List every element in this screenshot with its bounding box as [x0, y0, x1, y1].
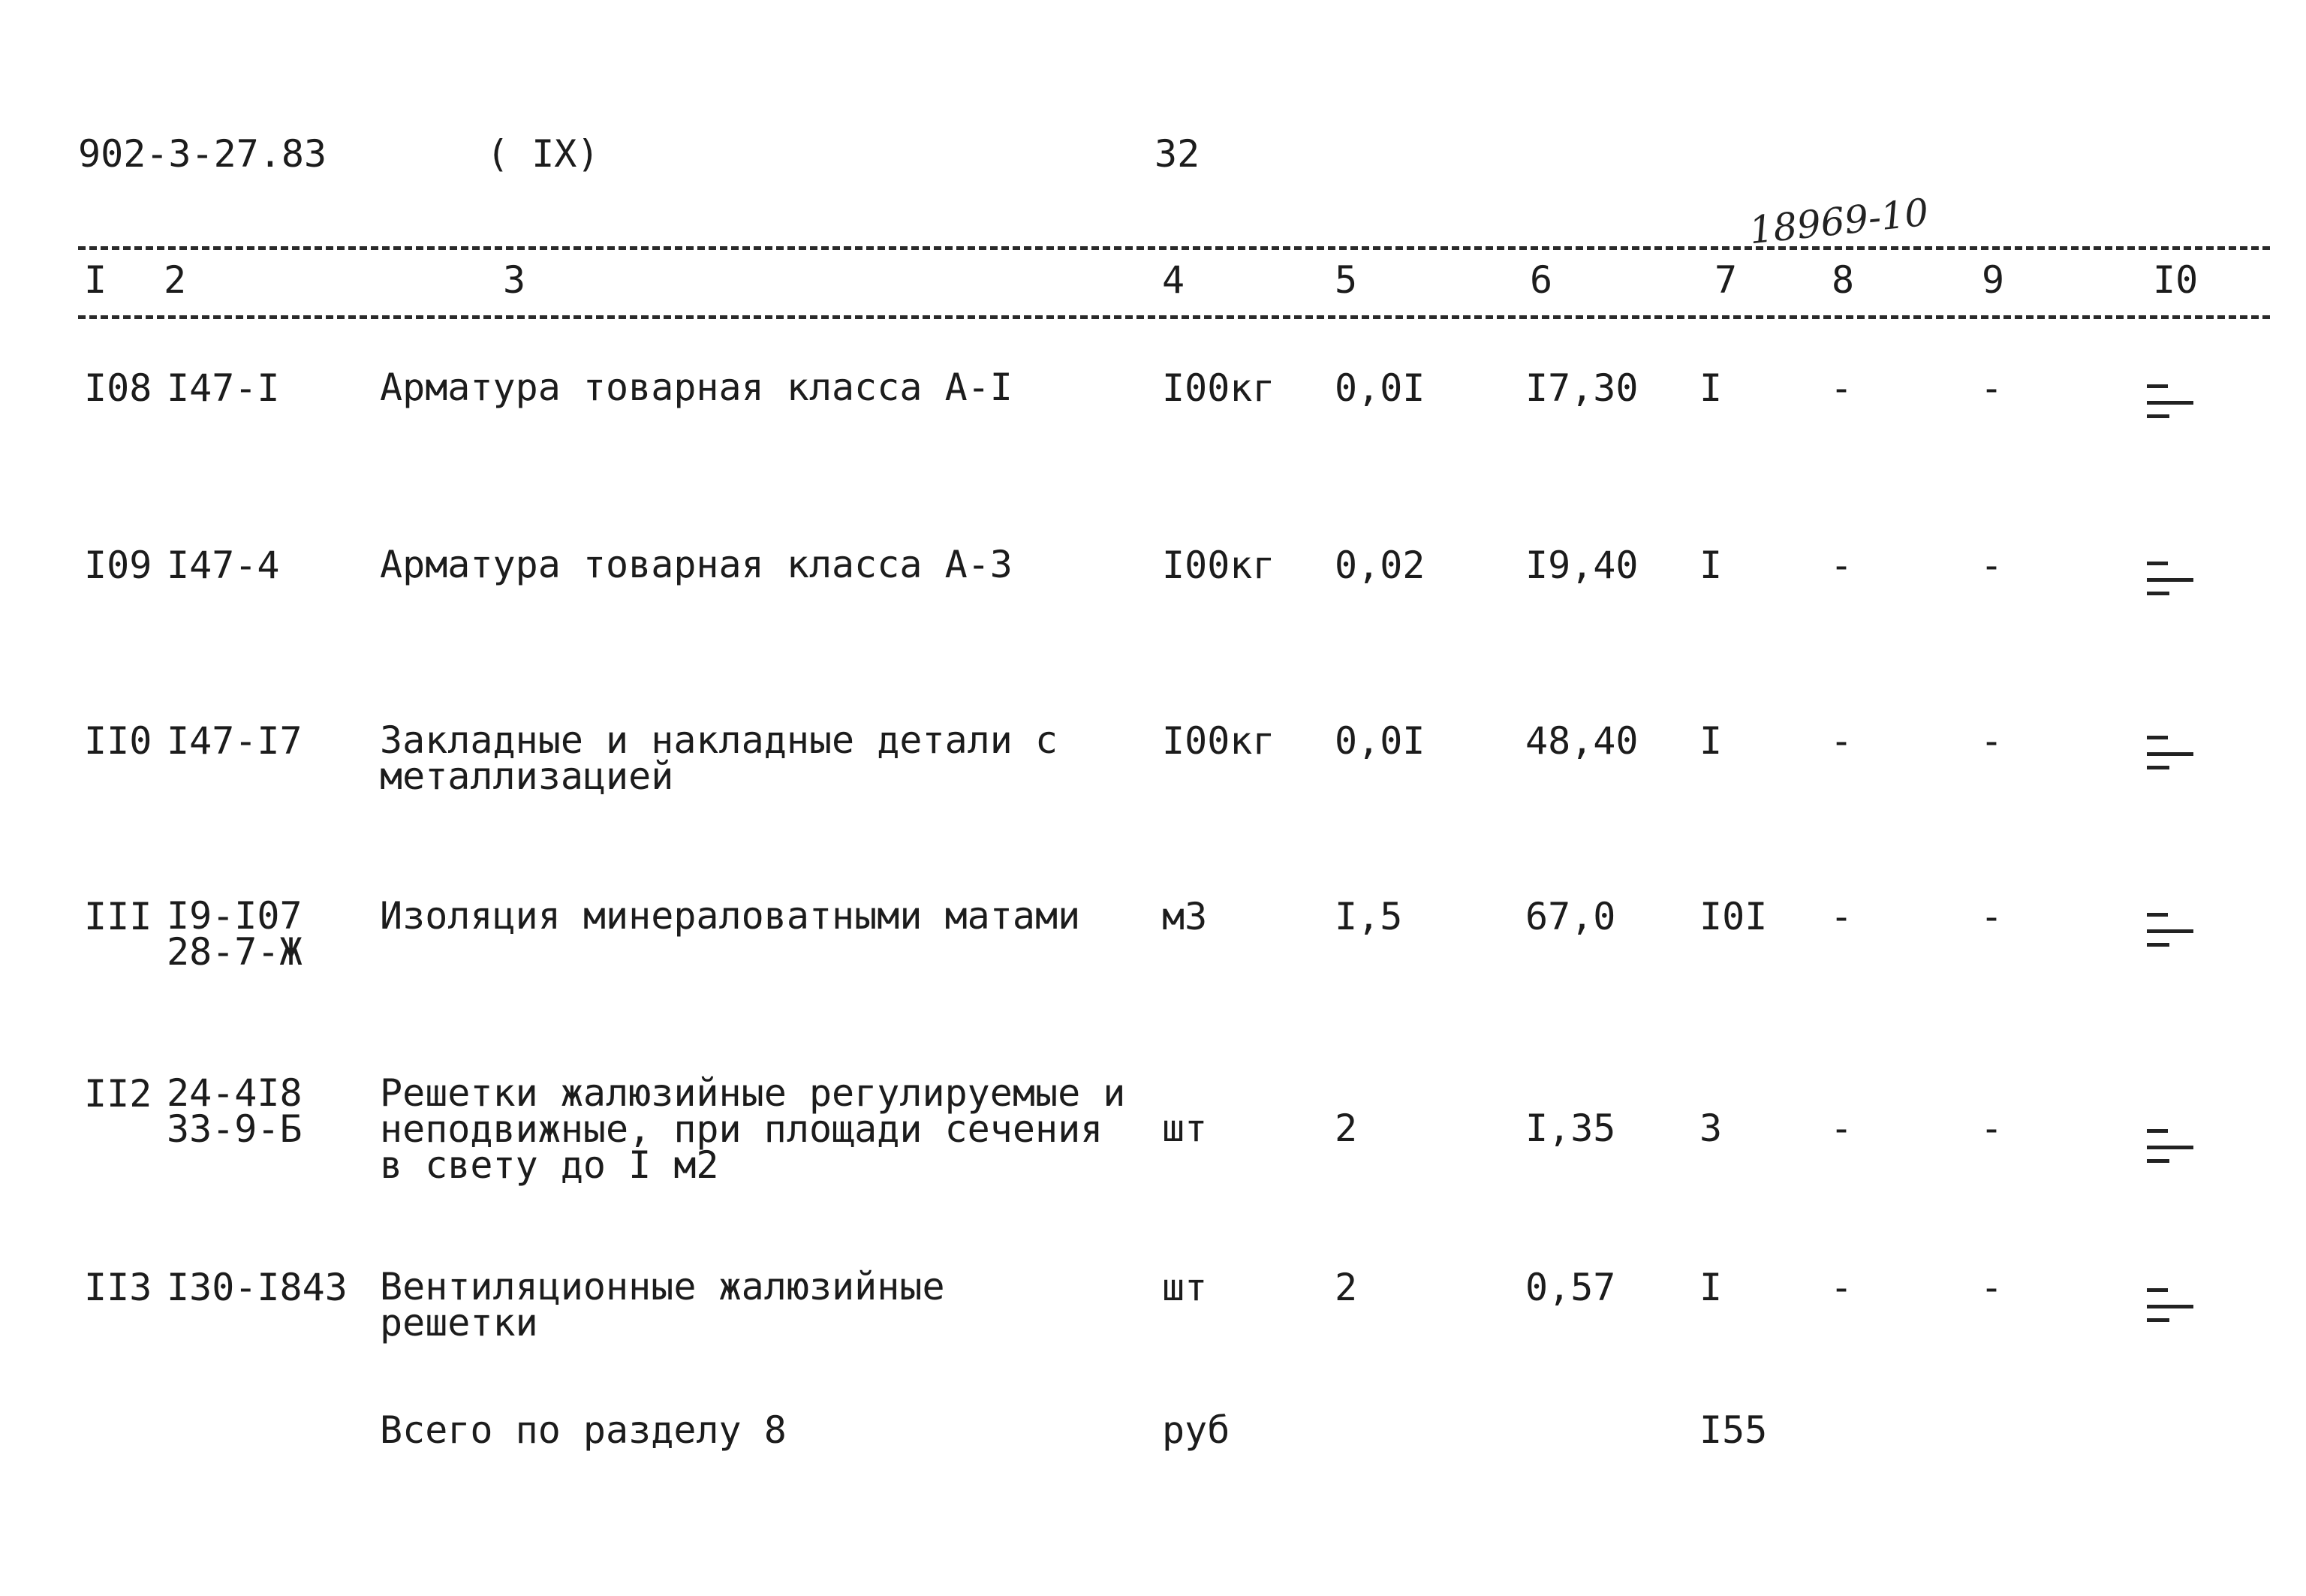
row-col8: - — [1830, 719, 1853, 763]
row-unit: I00кг — [1162, 719, 1275, 763]
row-description: Вентиляционные жалюзийные решетки — [380, 1265, 945, 1345]
row-col9: - — [1980, 544, 2003, 587]
row-code: I30-I843 — [167, 1266, 348, 1309]
column-header-3: 3 — [503, 258, 526, 302]
row-col8: - — [1830, 366, 1853, 410]
row-quantity: I,5 — [1335, 895, 1403, 938]
row-number: II2 — [84, 1072, 152, 1116]
row-quantity: 2 — [1335, 1107, 1358, 1150]
row-price: I9,40 — [1525, 544, 1639, 587]
row-col10-marks — [2147, 1288, 2193, 1330]
row-price: I7,30 — [1525, 366, 1639, 410]
row-number: II0 — [84, 719, 152, 763]
row-col8: - — [1830, 1107, 1853, 1150]
row-quantity: 2 — [1335, 1266, 1358, 1309]
row-unit: шт — [1162, 1266, 1208, 1309]
section-total-unit: руб — [1162, 1408, 1230, 1452]
row-unit: шт — [1162, 1107, 1208, 1150]
section-total-value: I55 — [1699, 1408, 1768, 1452]
row-total: I — [1699, 544, 1723, 587]
row-total: I — [1699, 1266, 1723, 1309]
row-col9: - — [1980, 1107, 2003, 1150]
row-price: 67,0 — [1525, 895, 1616, 938]
row-col9: - — [1980, 895, 2003, 938]
row-number: II3 — [84, 1266, 152, 1309]
row-col8: - — [1830, 895, 1853, 938]
row-col10-marks — [2147, 1129, 2193, 1171]
row-code: I47-I — [167, 366, 280, 410]
column-header-4: 4 — [1162, 258, 1185, 302]
row-quantity: 0,02 — [1335, 544, 1425, 587]
document-number: 902-3-27.83 — [78, 132, 327, 176]
row-col9: - — [1980, 1266, 2003, 1309]
row-description: Решетки жалюзийные регулируемые и неподвижные, при площади сечения в свету до I м2 — [380, 1071, 1126, 1187]
row-number: I08 — [84, 366, 152, 410]
row-number: III — [84, 895, 152, 938]
row-total: 3 — [1699, 1107, 1723, 1150]
row-number: I09 — [84, 544, 152, 587]
header-bottom-rule — [78, 315, 2270, 319]
column-header-10: I0 — [2153, 258, 2199, 302]
row-col10-marks — [2147, 913, 2193, 955]
row-col10-marks — [2147, 384, 2193, 426]
page-number: 32 — [1155, 132, 1200, 176]
column-header-5: 5 — [1335, 258, 1358, 302]
row-col10-marks — [2147, 562, 2193, 604]
row-col10-marks — [2147, 736, 2193, 778]
column-header-2: 2 — [164, 258, 187, 302]
row-price: I,35 — [1525, 1107, 1616, 1150]
row-total: I0I — [1699, 895, 1768, 938]
row-col9: - — [1980, 366, 2003, 410]
column-header-7: 7 — [1714, 258, 1738, 302]
row-unit: I00кг — [1162, 544, 1275, 587]
section-total-label: Всего по разделу 8 — [380, 1408, 787, 1452]
column-header-8: 8 — [1832, 258, 1855, 302]
row-description: Изоляция минераловатными матами — [380, 894, 1081, 938]
document-part: ( IX) — [486, 132, 600, 176]
row-code: I47-4 — [167, 544, 280, 587]
row-unit: м3 — [1162, 895, 1208, 938]
column-header-1: I — [84, 258, 107, 302]
header-top-rule — [78, 246, 2270, 250]
row-unit: I00кг — [1162, 366, 1275, 410]
row-description: Арматура товарная класса А-I — [380, 366, 1013, 409]
handwritten-reference: 18969-10 — [1747, 190, 1931, 253]
column-header-9: 9 — [1982, 258, 2005, 302]
row-quantity: 0,0I — [1335, 366, 1425, 410]
row-col8: - — [1830, 544, 1853, 587]
row-total: I — [1699, 719, 1723, 763]
row-col9: - — [1980, 719, 2003, 763]
row-quantity: 0,0I — [1335, 719, 1425, 763]
row-code: I47-I7 — [167, 719, 303, 763]
row-code: 24-4I8 33-9-Б — [167, 1071, 303, 1151]
row-code: I9-I07 28-7-Ж — [167, 894, 303, 974]
row-price: 48,40 — [1525, 719, 1639, 763]
row-description: Закладные и накладные детали с металлизацией — [380, 718, 1058, 798]
row-description: Арматура товарная класса А-3 — [380, 543, 1013, 586]
row-col8: - — [1830, 1266, 1853, 1309]
row-total: I — [1699, 366, 1723, 410]
column-header-6: 6 — [1530, 258, 1553, 302]
row-price: 0,57 — [1525, 1266, 1616, 1309]
